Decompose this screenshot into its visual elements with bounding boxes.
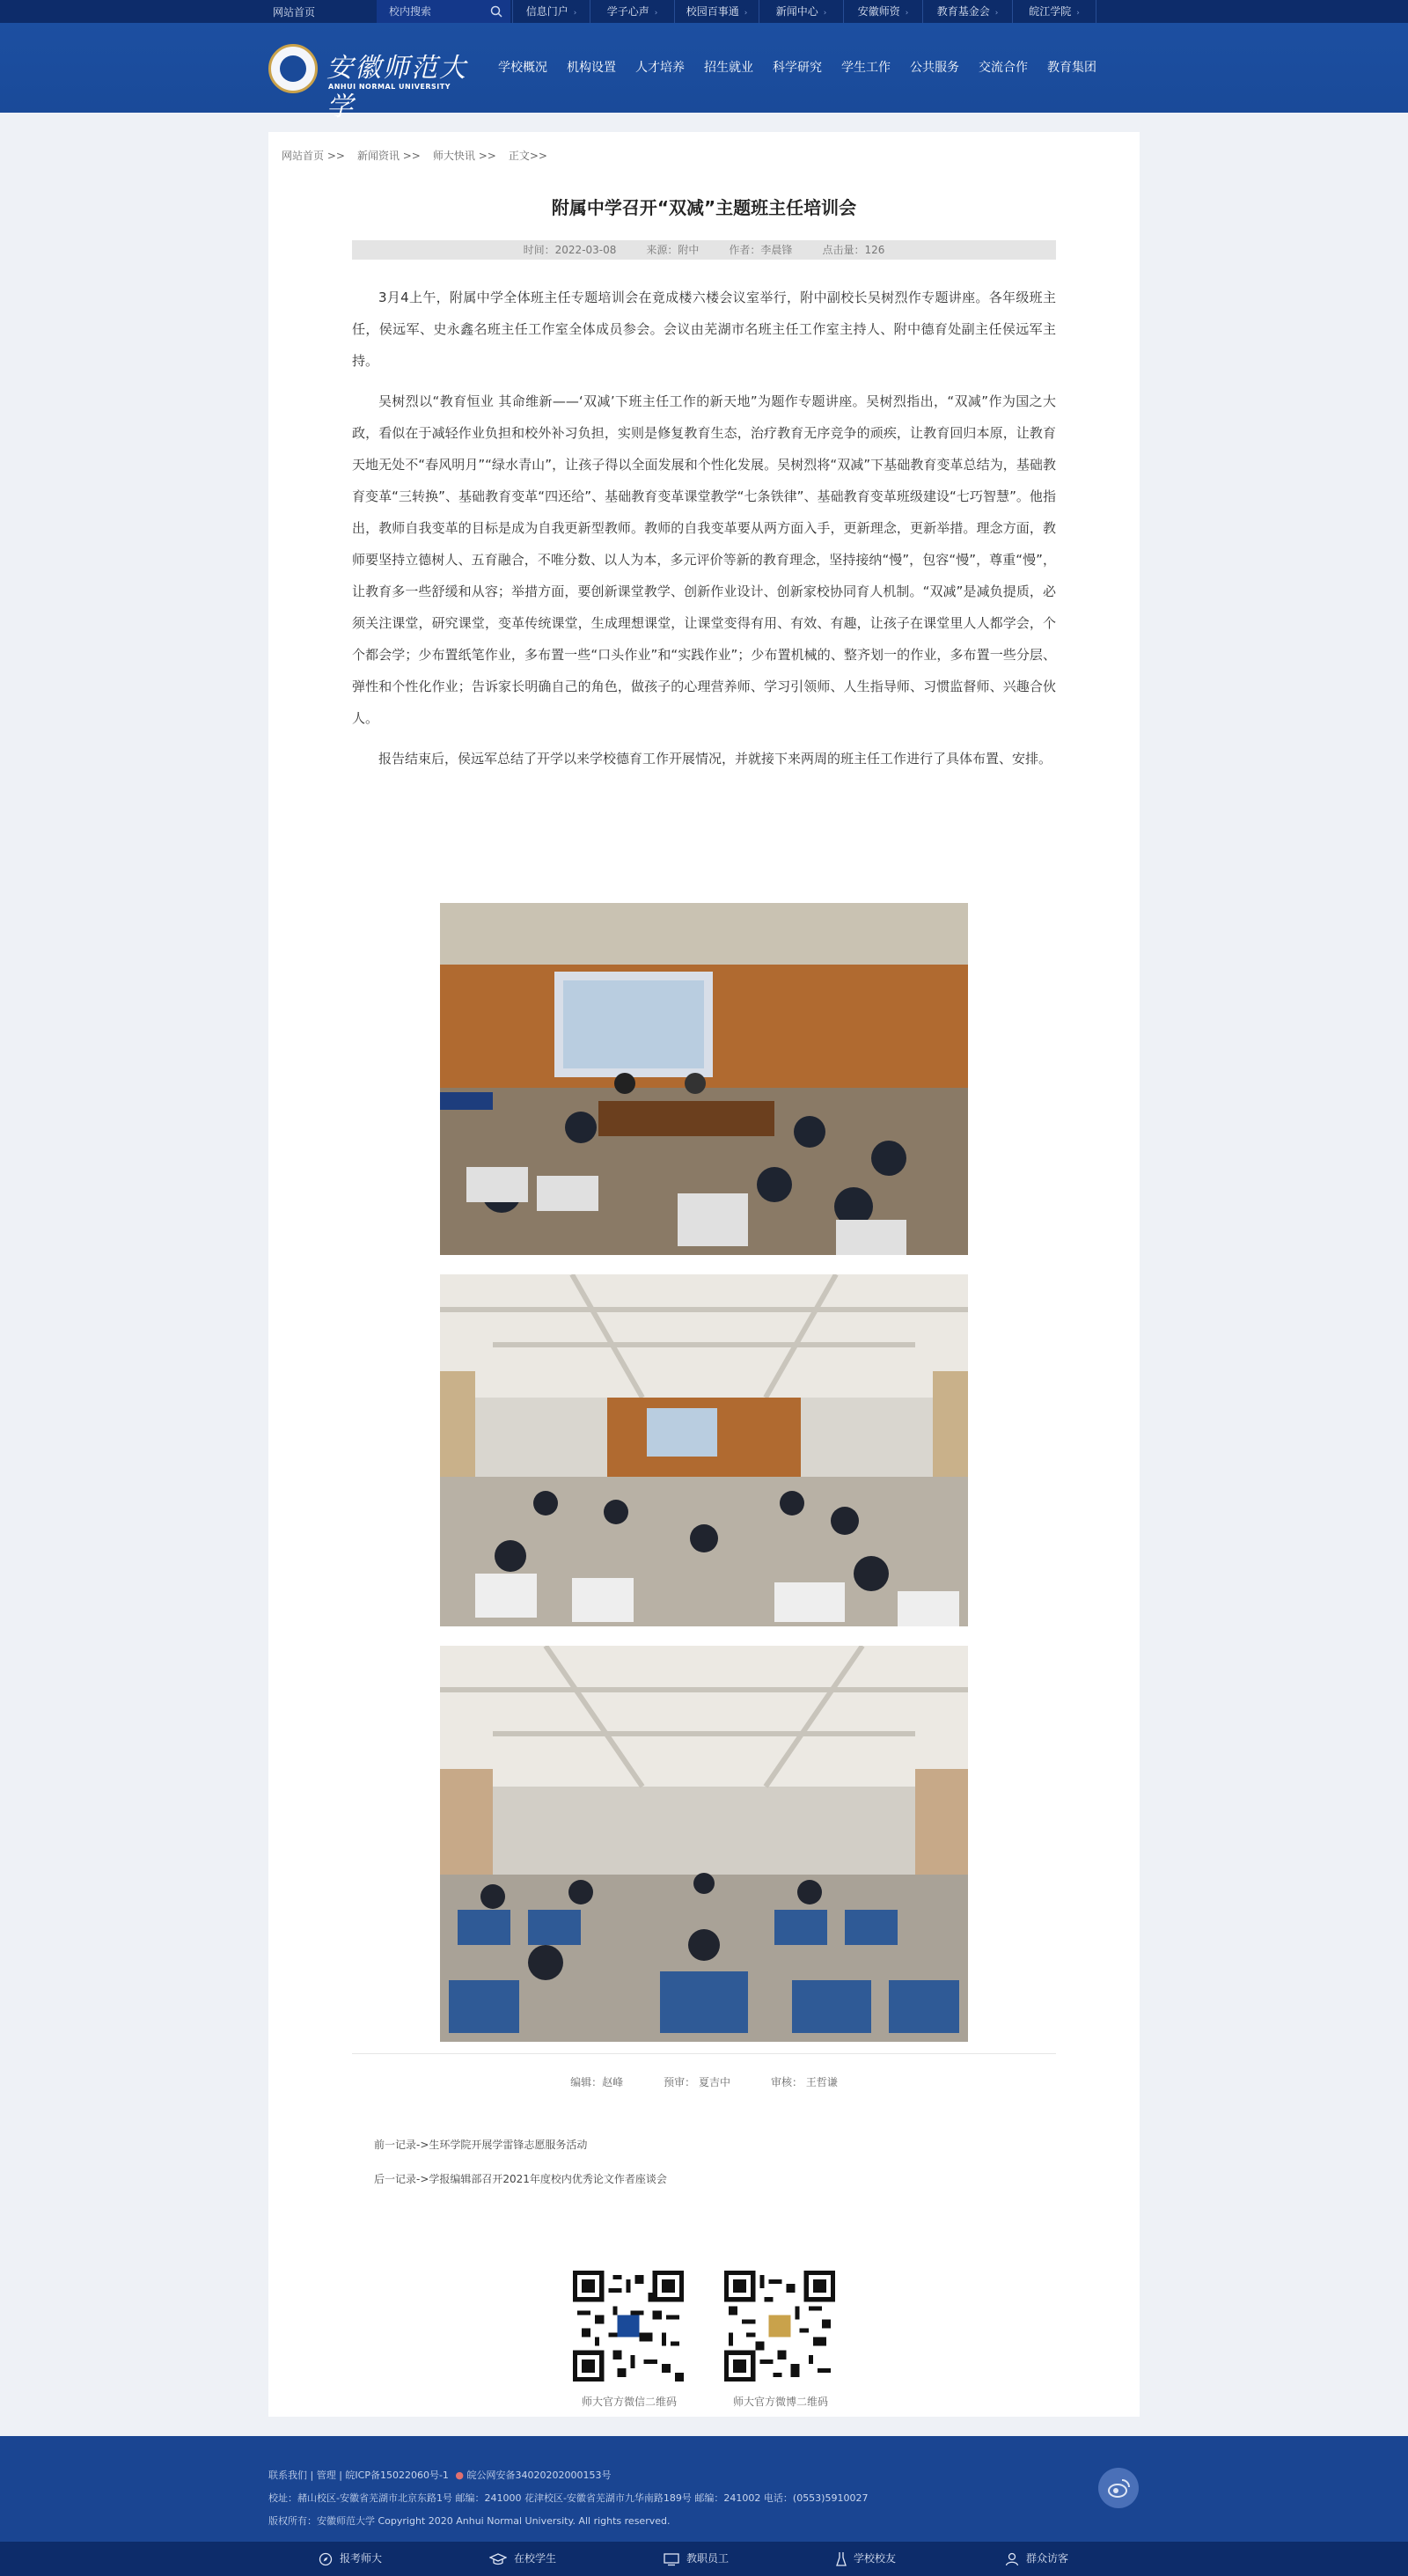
audience-students[interactable]: 在校学生 bbox=[489, 2542, 556, 2576]
chevron-right-icon: › bbox=[573, 9, 577, 18]
footer-line-1 bbox=[268, 2468, 612, 2482]
site-search bbox=[377, 0, 510, 23]
audience-alumni[interactable]: 学校校友 bbox=[836, 2542, 896, 2576]
compass-icon bbox=[319, 2552, 333, 2566]
prev-article-link[interactable]: 前一记录->生环学院开展学雷锋志愿服务活动 bbox=[374, 2139, 588, 2151]
article-photo-2 bbox=[440, 1274, 968, 1626]
monitor-icon bbox=[664, 2552, 679, 2566]
article-source: 来源：附中 bbox=[646, 244, 700, 256]
breadcrumb bbox=[282, 148, 547, 163]
article-photo-3 bbox=[440, 1646, 968, 2042]
article-paragraph: 3月4上午，附属中学全体班主任专题培训会在竟成楼六楼会议室举行，附中副校长吴树烈作专题讲座。各年级班主任，侯远军、史永鑫名班主任工作室全体成员参会。会议由芜湖市名班主任工作室主持人、附中德育处副主任侯远军主持。 bbox=[352, 290, 1056, 369]
search-icon[interactable] bbox=[489, 4, 503, 18]
main-nav bbox=[488, 23, 1106, 113]
wechat-qr-caption: 师大官方微信二维码 bbox=[581, 2396, 677, 2408]
article-editor: 编辑：赵峰 bbox=[570, 2076, 624, 2088]
breadcrumb-current[interactable]: 正文>> bbox=[508, 150, 547, 162]
footer-links[interactable]: 联系我们 | 管理 | 皖ICP备15022060号-1 bbox=[268, 2470, 449, 2481]
audience-staff[interactable]: 教职员工 bbox=[664, 2542, 729, 2576]
user-icon bbox=[1005, 2552, 1019, 2566]
top-link-news[interactable]: 新闻中心 › bbox=[759, 0, 843, 23]
footer-address: 校址：赭山校区-安徽省芜湖市北京东路1号 邮编：241000 花津校区-安徽省芜湖市九华南路189号 邮编：241002 电话：(0553)5910027 bbox=[268, 2492, 869, 2504]
audience-bar bbox=[0, 2542, 1408, 2576]
university-logo[interactable]: 安徽师范大学 ANHUI NORMAL UNIVERSITY bbox=[268, 44, 471, 97]
article-body bbox=[352, 282, 1056, 783]
top-utility-bar bbox=[0, 0, 1408, 23]
article-card bbox=[268, 132, 1140, 2417]
chevron-right-icon: › bbox=[1076, 9, 1080, 18]
breadcrumb-express[interactable]: 师大快讯 >> bbox=[432, 150, 496, 162]
article-title: 附属中学召开“双减”主题班主任培训会 bbox=[551, 197, 857, 218]
nav-item-services[interactable]: 公共服务 bbox=[910, 61, 959, 75]
article-editors bbox=[268, 2074, 1140, 2089]
breadcrumb-home[interactable]: 网站首页 >> bbox=[282, 150, 345, 162]
nav-item-education-group[interactable]: 教育集团 bbox=[1047, 61, 1096, 75]
breadcrumb-news[interactable]: 新闻资讯 >> bbox=[356, 150, 421, 162]
nav-item-admissions[interactable]: 招生就业 bbox=[704, 61, 753, 75]
chevron-right-icon: › bbox=[654, 9, 658, 18]
article-author: 作者：李晨锋 bbox=[729, 244, 793, 256]
university-seal-icon bbox=[268, 44, 318, 93]
divider bbox=[352, 2053, 1056, 2054]
next-article-link[interactable]: 后一记录->学报编辑部召开2021年度校内优秀论文作者座谈会 bbox=[374, 2173, 667, 2185]
article-views: 点击量：126 bbox=[822, 244, 885, 256]
police-badge-icon: ● bbox=[455, 2470, 465, 2481]
nav-item-students[interactable]: 学生工作 bbox=[841, 61, 891, 75]
chevron-right-icon: › bbox=[994, 9, 999, 18]
nav-item-exchange[interactable]: 交流合作 bbox=[979, 61, 1028, 75]
top-link-wanjiang[interactable]: 皖江学院 › bbox=[1012, 0, 1096, 23]
top-link-faculty[interactable]: 安徽师资 › bbox=[843, 0, 922, 23]
weibo-qr-code-icon bbox=[724, 2271, 835, 2382]
chevron-right-icon: › bbox=[823, 9, 827, 18]
search-input[interactable] bbox=[377, 0, 482, 23]
article-paragraph: 吴树烈以“教育恒业 其命维新——‘双减’下班主任工作的新天地”为题作专题讲座。吴树烈指出，“双减”作为国之大政，看似在于减轻作业负担和校外补习负担，实则是修复教育生态，治疗教育无序竞争的顽疾，让教育回归本原，让教育天地无处不“春风明月”“绿水青山”，让孩子得以全面发展和个性化发展。吴树烈将“双减”下基础教育变革总结为，基础教育变革“三转换”、基础教育变革“四还给”、基础教育变革课堂教学“七条铁律”、基础教育变革班级建设“七巧智慧”。他指出，教师自我变革的目标是成为自我更新型教师。教师的自我变革要从两方面入手，更新理念，更新举措。理念方面，教师要坚持立德树人、五育融合，不唯分数、以人为本，多元评价等新的教育理念，坚持接纳“慢”，包容“慢”，尊重“慢”，让教育多一些舒缓和从容；举措方面，要创新课堂教学、创新作业设计、创新家校协同育人机制。“双减”是减负提质，必须关注课堂，研究课堂，变革传统课堂，生成理想课堂，让课堂变得有用、有效、有趣，让孩子在课堂里人人都学会，个个都会学；少布置纸笔作业，多布置一些“口头作业”和“实践作业”；少布置机械的、整齐划一的作业，多布置一些分层、弹性和个性化作业；告诉家长明确自己的角色，做孩子的心理营养师、学习引领师、人生指导师、习惯监督师、兴趣合伙人。 bbox=[352, 393, 1056, 726]
weibo-qr bbox=[724, 2271, 835, 2409]
main-header bbox=[0, 23, 1408, 122]
audience-prospective[interactable]: 报考师大 bbox=[319, 2542, 382, 2576]
police-record-link[interactable]: 皖公网安备34020202000153号 bbox=[466, 2470, 612, 2481]
article-auditor: 审核： 王哲谦 bbox=[771, 2076, 838, 2088]
wechat-qr bbox=[573, 2271, 684, 2409]
chevron-right-icon: › bbox=[905, 9, 909, 18]
article-paragraph: 报告结束后，侯远军总结了开学以来学校德育工作开展情况，并就接下来两周的班主任工作进行了具体布置、安排。 bbox=[378, 751, 1052, 767]
flask-icon bbox=[836, 2551, 847, 2567]
weibo-qr-caption: 师大官方微博二维码 bbox=[732, 2396, 828, 2408]
wechat-qr-code-icon bbox=[573, 2271, 684, 2382]
audience-visitors[interactable]: 群众访客 bbox=[1005, 2542, 1068, 2576]
site-footer bbox=[0, 2436, 1408, 2542]
top-link-voice[interactable]: 学子心声 › bbox=[590, 0, 674, 23]
top-link-campus[interactable]: 校园百事通 › bbox=[674, 0, 759, 23]
article-time: 时间：2022-03-08 bbox=[523, 244, 617, 256]
top-link-portal[interactable]: 信息门户 › bbox=[512, 0, 590, 23]
site-home-link[interactable]: 网站首页 bbox=[273, 6, 316, 18]
nav-item-organization[interactable]: 机构设置 bbox=[567, 61, 616, 75]
nav-item-research[interactable]: 科学研究 bbox=[773, 61, 822, 75]
chevron-right-icon: › bbox=[744, 9, 748, 18]
nav-item-talent[interactable]: 人才培养 bbox=[635, 61, 685, 75]
weibo-icon[interactable] bbox=[1098, 2468, 1139, 2508]
footer-copyright: 版权所有：安徽师范大学 Copyright 2020 Anhui Normal University. All rights reserved. bbox=[268, 2515, 671, 2527]
article-reviewer: 预审： 夏吉中 bbox=[664, 2076, 730, 2088]
article-photo-1 bbox=[440, 903, 968, 1255]
top-link-foundation[interactable]: 教育基金会 › bbox=[922, 0, 1012, 23]
graduation-cap-icon bbox=[489, 2552, 507, 2566]
article-meta bbox=[352, 240, 1056, 260]
top-links bbox=[512, 0, 1096, 23]
nav-item-overview[interactable]: 学校概况 bbox=[498, 61, 547, 75]
